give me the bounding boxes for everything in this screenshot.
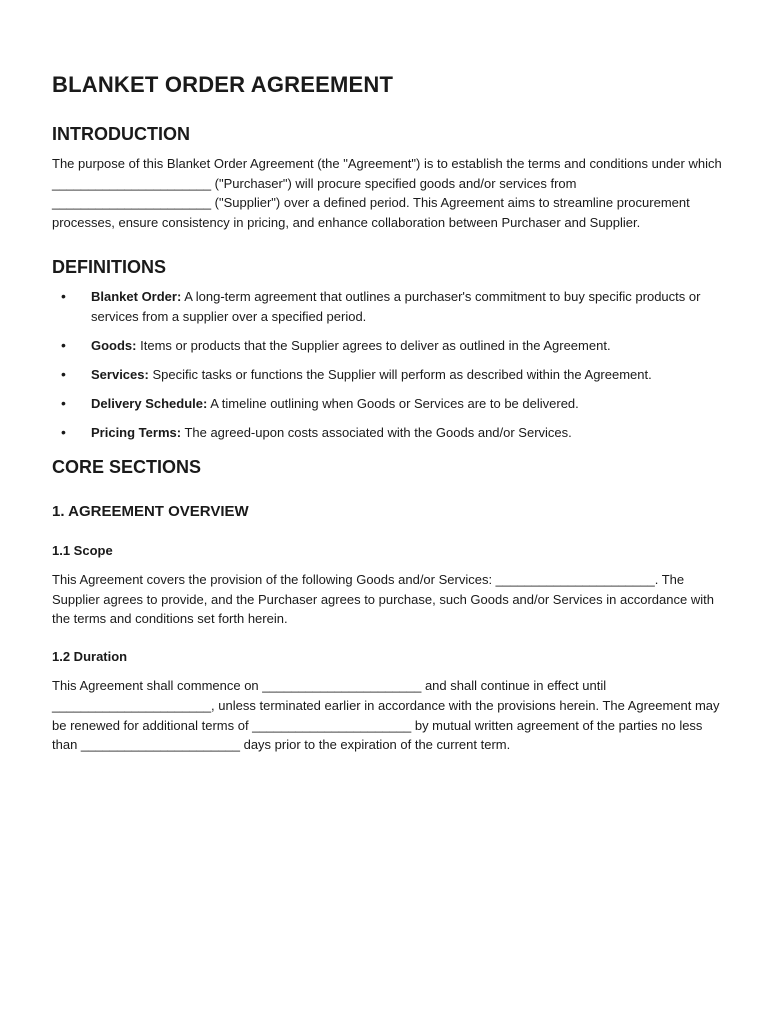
duration-paragraph: This Agreement shall commence on ______________________ and shall continue in effect until ______________________, unless terminated earlier in accordance with the provisions herein. The Agreement may be renewed for additional terms of ______________________ by mutual written agreement of the parties no less than ______________________ days prior to the expiration of the current term. [52, 678, 720, 753]
definition-term: Blanket Order: [91, 288, 182, 304]
definition-term: Goods: [91, 337, 137, 353]
definition-item-services [52, 365, 722, 385]
definition-text: A long-term agreement that outlines a purchaser's commitment to buy specific products or services from a supplier over a specified period. [91, 288, 701, 324]
document-page [52, 70, 722, 755]
definition-term: Services: [91, 366, 149, 382]
definition-item-goods [52, 336, 722, 356]
bullet-icon: • [61, 365, 66, 382]
bullet-icon: • [61, 287, 66, 304]
scope-heading: 1.1 Scope [52, 543, 113, 559]
definitions-heading: DEFINITIONS [52, 256, 167, 277]
document-title: BLANKET ORDER AGREEMENT [52, 72, 394, 97]
definition-item-delivery-schedule [52, 394, 722, 414]
introduction-paragraph: The purpose of this Blanket Order Agreement (the "Agreement") is to establish the terms and conditions under which ______________________ ("Purchaser") will procure specified goods and/or services from ______________________ ("Supplier") over a defined period. This Agreement aims to streamline procurement processes, ensure consistency in pricing, and enhance collaboration between Purchaser and Supplier. [52, 156, 722, 231]
scope-paragraph: This Agreement covers the provision of the following Goods and/or Services: ______________________. The Supplier agrees to provide, and the Purchaser agrees to purchase, such Goods and/or Services in accordance with the terms and conditions set forth herein. [52, 572, 714, 627]
core-sections-heading: CORE SECTIONS [52, 457, 202, 478]
definitions-list [52, 287, 722, 443]
definition-term: Pricing Terms: [91, 425, 182, 441]
definition-item-pricing-terms [52, 423, 722, 443]
definition-text: A timeline outlining when Goods or Services are to be delivered. [207, 396, 579, 412]
bullet-icon: • [61, 336, 66, 353]
duration-heading: 1.2 Duration [52, 649, 128, 665]
definition-item-blanket-order [52, 287, 722, 326]
definition-text: Items or products that the Supplier agrees to deliver as outlined in the Agreement. [136, 337, 611, 353]
bullet-icon: • [61, 424, 66, 441]
agreement-overview-heading: 1. AGREEMENT OVERVIEW [52, 503, 249, 521]
definition-text: Specific tasks or functions the Supplier will perform as described within the Agreement. [148, 366, 652, 382]
bullet-icon: • [61, 395, 66, 412]
definition-text: The agreed-upon costs associated with the Goods and/or Services. [181, 425, 572, 441]
introduction-heading: INTRODUCTION [52, 124, 190, 144]
definition-term: Delivery Schedule: [91, 396, 208, 412]
